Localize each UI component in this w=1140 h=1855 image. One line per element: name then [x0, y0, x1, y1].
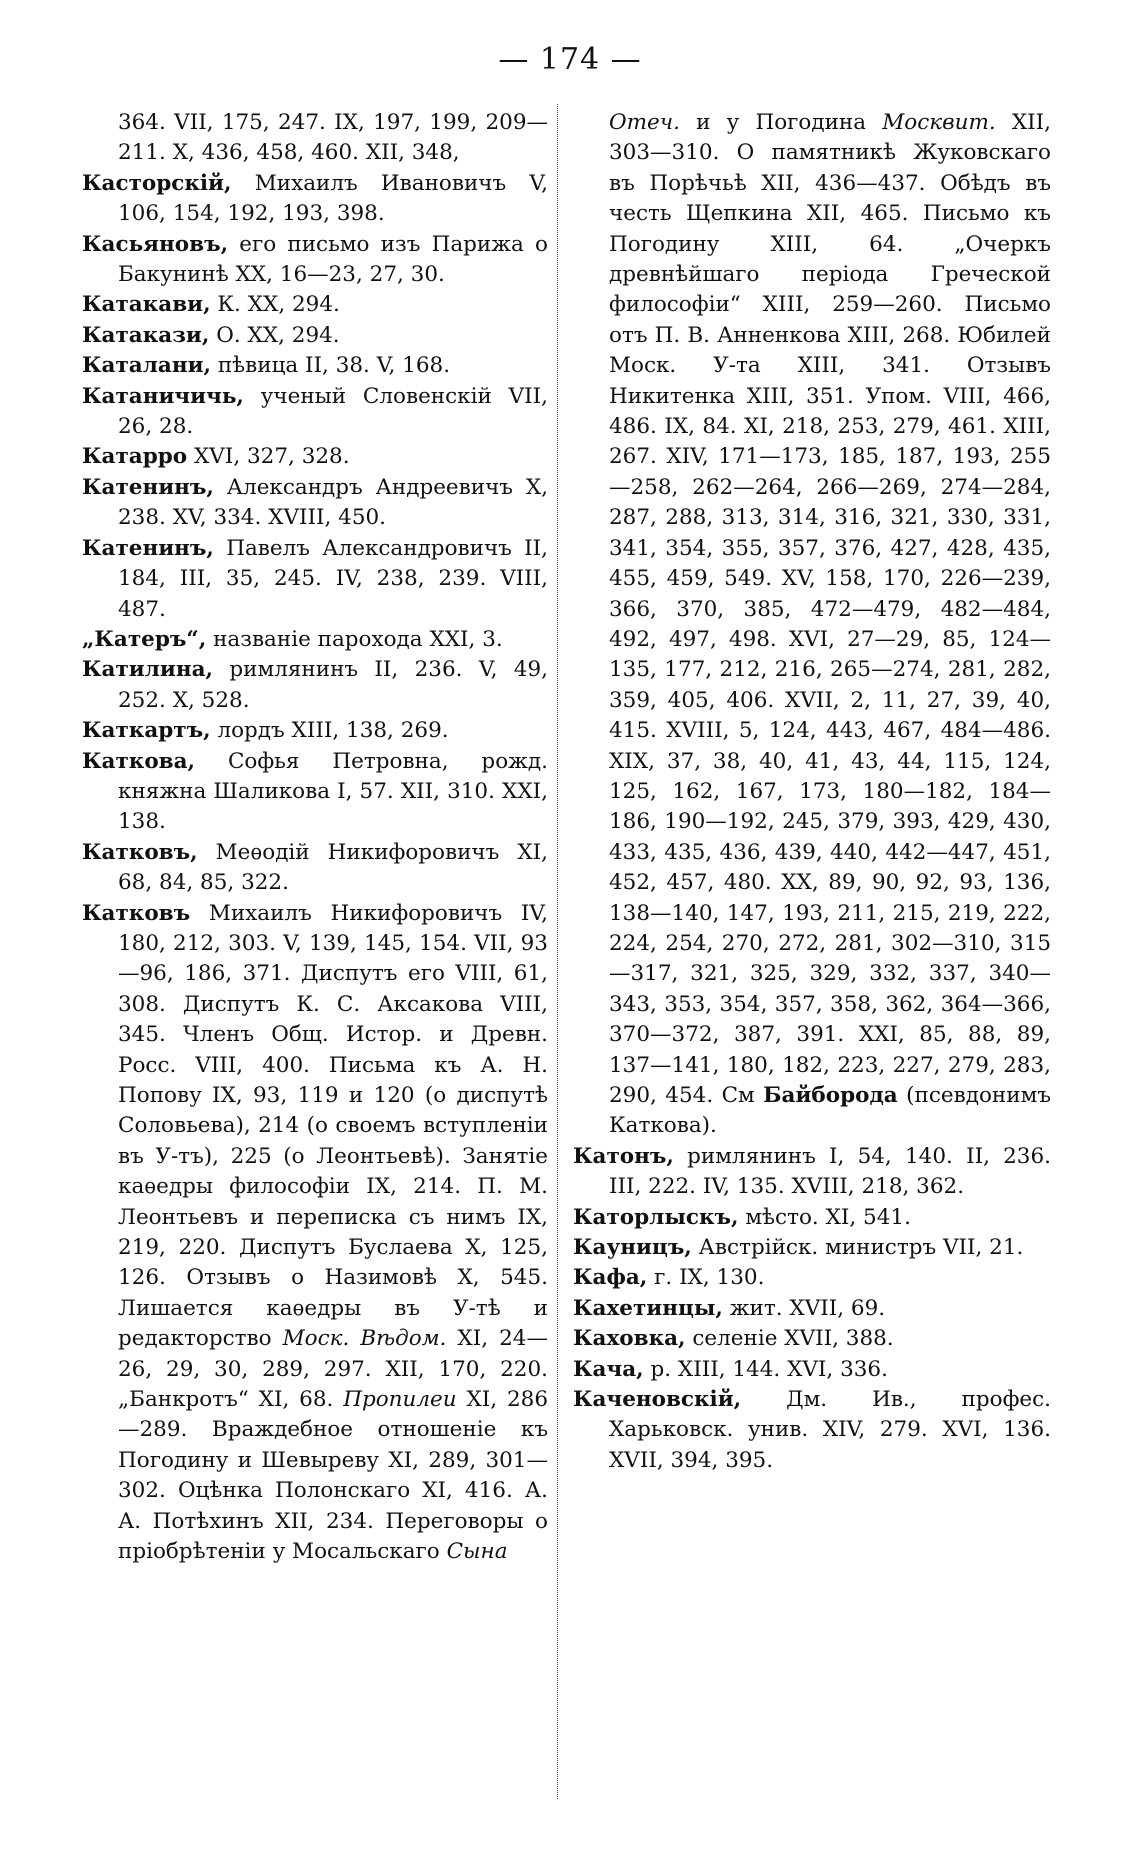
entry-text: жит. XVII, 69. [722, 1295, 886, 1321]
entry-text: и у Погодина [679, 110, 883, 135]
index-entry [82, 442, 548, 472]
entry-text: селеніе XVII, 388. [685, 1326, 894, 1352]
entry-heading: Катковъ, [82, 839, 198, 865]
index-entry [82, 747, 548, 838]
entry-heading: Катилина, [82, 657, 214, 683]
index-entry [82, 534, 548, 625]
index-entry [573, 1142, 1051, 1203]
entry-heading: Кахетинцы, [573, 1295, 723, 1321]
entry-text: Австрійск. министръ VII, 21. [691, 1235, 1024, 1261]
left-column [82, 108, 548, 1568]
entry-heading: Касторскій, [82, 170, 232, 196]
entry-text: Павелъ Александровичъ II, 184, III, 35, 245. IV, 238, 239. VIII, 487. [118, 535, 548, 622]
entry-text: римлянинъ I, 54, 140. II, 236. III, 222. IV, 135. XVIII, 218, 362. [609, 1143, 1051, 1200]
entry-heading: Катонъ, [573, 1143, 674, 1169]
entry-text: Дм. Ив., профес. Харьковск. унив. XIV, 279. XVI, 136. XVII, 394, 395. [609, 1387, 1051, 1473]
index-entry [573, 1355, 1051, 1385]
entry-text: XI, 24—26, 29, 30, 289, 297. XII, 170, 220. „Банкротъ“ XI, 68. [118, 1326, 548, 1413]
entry-text: О. XX, 294. [209, 322, 340, 348]
entry-heading: Каткова, [82, 748, 196, 774]
entry-text: названіе парохода XXI, 3. [206, 626, 503, 652]
index-entry-katkov-mikhail [82, 899, 548, 1568]
index-entry [82, 351, 548, 381]
entry-text: К. XX, 294. [210, 292, 340, 318]
entry-heading: Каторлыскъ, [573, 1204, 739, 1230]
right-column [573, 108, 1051, 1476]
continued-entry-text: 364. VII, 175, 247. IX, 197, 199, 209—211. X, 436, 458, 460. XII, 348, [118, 110, 548, 166]
index-entry [82, 473, 548, 534]
index-entry [82, 382, 548, 443]
entry-heading: Катарро [82, 444, 188, 470]
entry-text: пѣвица II, 38. V, 168. [211, 353, 451, 379]
entry-text: XII, 303—310. О памятникѣ Жуковскаго въ Порѣчьѣ XII, 436—437. Обѣдъ въ честь Щепкина XII, 465. Письмо къ Погодину XIII, 64. „Очеркъ древнѣйшаго періода Греческой философіи“ XIII, 259—260. Письмо отъ П. В. Анненкова XIII, 268. Юбилей Моск. У-та XIII, 341. Отзывъ Никитенка XIII, 351. Упом. VIII, 466, 486. IX, 84. XI, 218, 253, 279, 461. XIII, 267. XIV, 171—173, 185, 187, 193, 255—258, 262—264, 266—269, 274—284, 287, 288, 313, 314, 316, 321, 330, 331, 341, 354, 355, 357, 376, 427, 428, 435, 455, 459, 549. XV, 158, 170, 226—239, 366, 370, 385, 472—479, 482—484, 492, 497, 498. XVI, 27—29, 85, 124—135, 177, 212, 216, 265—274, 281, 282, 359, 405, 406. XVII, 2, 11, 27, 39, 40, 415. XVIII, 5, 124, 443, 467, 484—486. XIX, 37, 38, 40, 41, 43, 44, 115, 124, 125, 162, 167, 173, 180—182, 184—186, 190—192, 245, 379, 393, 429, 430, 433, 435, 436, 439, 440, 442—447, 451, 452, 457, 480. XX, 89, 90, 92, 93, 136, 138—140, 147, 193, 211, 215, 219, 222, 224, 254, 270, 272, 281, 302—310, 315—317, 321, 325, 329, 332, 337, 340—343, 353, 354, 357, 358, 362, 364—366, 370—372, 387, 391. XXI, 85, 88, 89, 137—141, 180, 182, 223, 227, 279, 283, 290, 454. См [609, 110, 1051, 1108]
entry-heading: Каткартъ, [82, 718, 211, 744]
italic-title: Моск. Вѣдом. [282, 1326, 447, 1352]
entry-heading: Катенинъ, [82, 474, 214, 500]
entry-text: ученый Словенскій VII, 26, 28. [118, 383, 548, 440]
index-entry [573, 1385, 1051, 1476]
index-entry [573, 1294, 1051, 1324]
entry-heading: Катаничичь, [82, 383, 244, 409]
entry-heading: „Катеръ“, [82, 626, 207, 652]
entry-text: Александръ Андреевичъ X, 238. XV, 334. XVIII, 450. [118, 474, 548, 531]
entry-heading: Касьяновъ, [82, 231, 229, 257]
index-entry [82, 655, 548, 716]
entry-heading: Катакави, [82, 292, 211, 318]
entry-text: мѣсто. XI, 541. [738, 1204, 911, 1230]
entry-text: (псевдонимъ Каткова). [609, 1083, 1051, 1139]
italic-title: Отеч. [609, 110, 680, 135]
page-number: — 174 — [498, 42, 642, 77]
index-entry [82, 230, 548, 291]
italic-title: Москвит. [882, 110, 996, 135]
italic-title: Пропилеи [343, 1387, 457, 1413]
entry-text: г. IX, 130. [647, 1265, 765, 1291]
entry-heading: Кафа, [573, 1265, 648, 1291]
entry-heading: Катковъ [82, 900, 191, 926]
entry-text: Михаилъ Никифоровичъ IV, 180, 212, 303. V, 139, 145, 154. VII, 93—96, 186, 371. Диспутъ его VIII, 61, 308. Диспутъ К. С. Аксакова VIII, 345. Членъ Общ. Истор. и Древн. Росс. VIII, 400. Письма къ А. Н. Попову IX, 93, 119 и 120 (о диспутѣ Соловьева), 214 (о своемъ вступленіи въ У-тъ), 225 (о Леонтьевѣ). Занятіе каѳедры философіи IX, 214. П. М. Леонтьевъ и переписка съ нимъ IX, 219, 220. Диспутъ Буслаева X, 125, 126. Отзывъ о Назимовѣ X, 545. Лишается каѳедры въ У-тѣ и редакторство [118, 900, 548, 1352]
cross-reference: Байборода [763, 1083, 898, 1108]
index-entry [82, 716, 548, 746]
index-entry [573, 1263, 1051, 1293]
entry-text: римлянинъ II, 236. V, 49, 252. X, 528. [118, 657, 548, 713]
entry-heading: Катенинъ, [82, 535, 214, 561]
index-entry [573, 1233, 1051, 1263]
index-entry [573, 1324, 1051, 1354]
index-entry [82, 321, 548, 351]
italic-title: Сына [446, 1539, 508, 1565]
entry-heading: Кауницъ, [573, 1235, 692, 1261]
entry-text: Меѳодій Никифоровичъ XI, 68, 84, 85, 322. [118, 839, 548, 896]
column-divider [557, 104, 558, 1799]
entry-text: его письмо изъ Парижа о Бакунинѣ XX, 16—23, 27, 30. [118, 231, 548, 288]
entry-text: Софья Петровна, рожд. княжна Шаликова I, 57. XII, 310. XXI, 138. [118, 748, 548, 835]
entry-text: лордъ XIII, 138, 269. [210, 718, 449, 744]
entry-heading: Каченовскій, [573, 1387, 742, 1413]
entry-text: XI, 286—289. Враждебное отношеніе къ Погодину и Шевыреву XI, 289, 301—302. Оцѣнка Полонскаго XI, 416. А. А. Потѣхинъ XII, 234. Переговоры о пріобрѣтеніи у Мосальскаго [118, 1387, 549, 1565]
entry-heading: Кача, [573, 1356, 644, 1382]
index-entry [82, 169, 548, 230]
index-entry [573, 1203, 1051, 1233]
entry-heading: Каховка, [573, 1326, 686, 1352]
index-entry [82, 290, 548, 320]
entry-text: р. XIII, 144. XVI, 336. [643, 1356, 888, 1382]
index-entry [82, 625, 548, 655]
entry-heading: Каталани, [82, 353, 211, 379]
entry-text: Михаилъ Ивановичъ V, 106, 154, 192, 193, 398. [118, 170, 548, 227]
index-entry [82, 838, 548, 899]
entry-text: XVI, 327, 328. [187, 444, 350, 470]
continued-entry-text [573, 108, 1051, 1142]
entry-heading: Катакази, [82, 322, 210, 348]
